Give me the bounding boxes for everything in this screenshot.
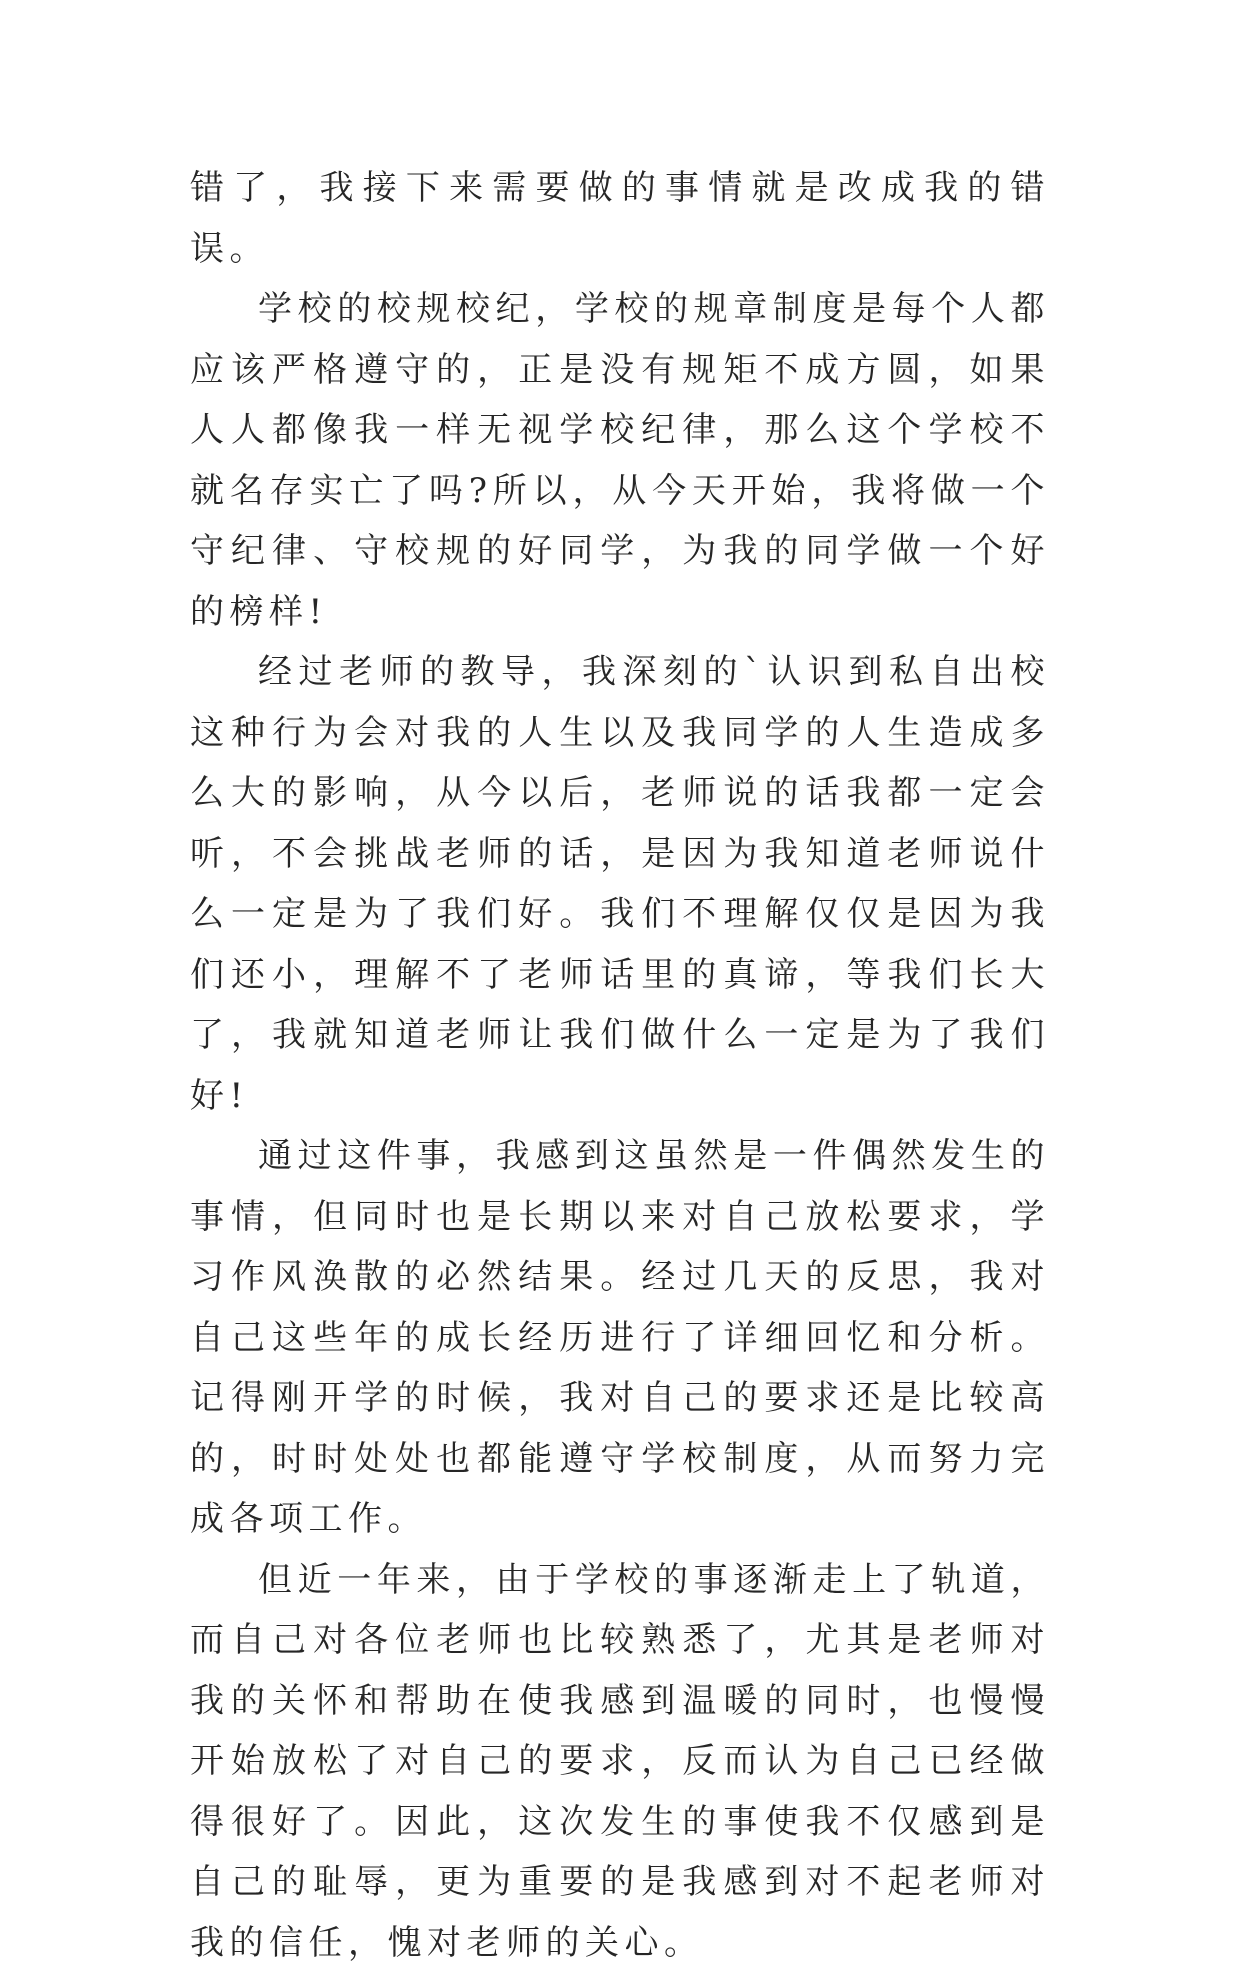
document-body [190,158,1050,1973]
paragraph-teacher-guidance: 经过老师的教导，我深刻的`认识到私自出校这种行为会对我的人生以及我同学的人生造成多么大的影响，从今以后，老师说的话我都一定会听，不会挑战老师的话，是因为我知道老师说什么一定是为了我们好。我们不理解仅仅是因为我们还小，理解不了老师话里的真谛，等我们长大了，我就知道老师让我们做什么一定是为了我们好! [190,642,1050,1126]
paragraph-past-year: 但近一年来，由于学校的事逐渐走上了轨道，而自己对各位老师也比较熟悉了，尤其是老师对我的关怀和帮助在使我感到温暖的同时，也慢慢开始放松了对自己的要求，反而认为自己已经做得很好了。因此，这次发生的事使我不仅感到是自己的耻辱，更为重要的是我感到对不起老师对我的信任，愧对老师的关心。 [190,1550,1050,1973]
paragraph-reflection: 通过这件事，我感到这虽然是一件偶然发生的事情，但同时也是长期以来对自己放松要求，学习作风涣散的必然结果。经过几天的反思，我对自己这些年的成长经历进行了详细回忆和分析。记得刚开学的时候，我对自己的要求还是比较高的，时时处处也都能遵守学校制度，从而努力完成各项工作。 [190,1126,1050,1550]
paragraph-school-rules: 学校的校规校纪，学校的规章制度是每个人都应该严格遵守的，正是没有规矩不成方圆，如果人人都像我一样无视学校纪律，那么这个学校不就名存实亡了吗?所以，从今天开始，我将做一个守纪律、守校规的好同学，为我的同学做一个好的榜样! [190,279,1050,642]
paragraph-continuation: 错了，我接下来需要做的事情就是改成我的错误。 [190,158,1050,279]
